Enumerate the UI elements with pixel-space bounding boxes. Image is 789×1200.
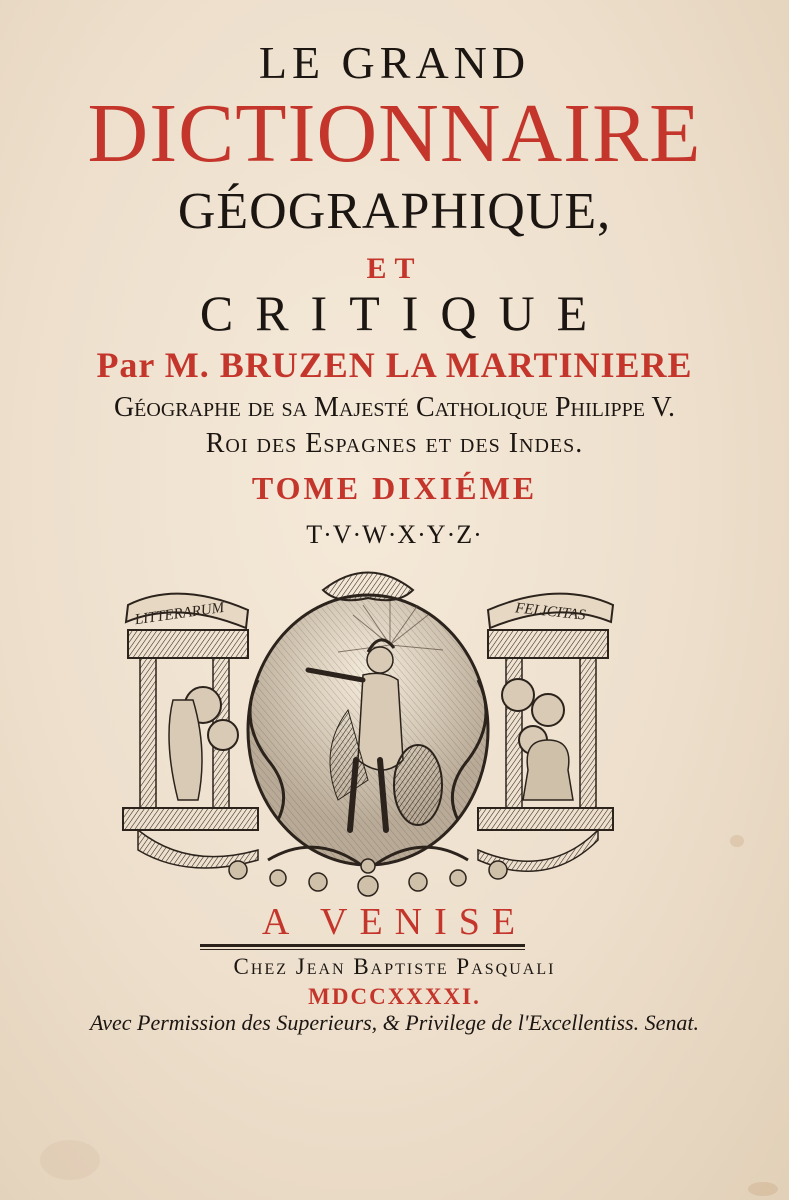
foxing-spot bbox=[730, 835, 744, 847]
foxing-spot bbox=[748, 1182, 778, 1196]
title-line-geographique: GÉOGRAPHIQUE, bbox=[177, 183, 612, 240]
statue bbox=[169, 700, 202, 800]
title-line-dictionnaire: DICTIONNAIRE bbox=[87, 87, 702, 180]
bust bbox=[523, 740, 573, 800]
banner-right-text: FELICITAS bbox=[514, 600, 587, 624]
engraved-vignette bbox=[118, 560, 618, 900]
banner-left-text: LITTERARUM bbox=[133, 599, 226, 629]
year-line: MDCCXXXXI. bbox=[308, 984, 481, 1009]
foxing-spot bbox=[40, 1140, 100, 1180]
publisher-line: Chez Jean Baptiste Pasquali bbox=[233, 954, 556, 979]
title-line-le-grand: LE GRAND bbox=[258, 37, 531, 88]
author-line: Par M. BRUZEN LA MARTINIERE bbox=[96, 345, 693, 385]
author-role-line-1: Géographe de sa Majesté Catholique Philippe V. bbox=[113, 392, 676, 423]
privilege-line: Avec Permission des Superieurs, & Privilege de l'Excellentiss. Senat. bbox=[90, 1010, 699, 1035]
double-rule-thin bbox=[200, 949, 525, 950]
flower-garland bbox=[229, 859, 507, 896]
double-rule bbox=[200, 944, 525, 947]
right-architecture bbox=[478, 630, 613, 871]
top-cartouche bbox=[323, 573, 413, 601]
medallion bbox=[208, 720, 238, 750]
letters-range: T·V·W·X·Y·Z· bbox=[306, 520, 483, 549]
medallion bbox=[532, 694, 564, 726]
author-role-line-2: Roi des Espagnes et des Indes. bbox=[205, 428, 584, 459]
title-line-critique: CRITIQUE bbox=[199, 285, 610, 341]
medallion bbox=[502, 679, 534, 711]
shield bbox=[394, 745, 442, 825]
volume-line: TOME DIXIÉME bbox=[251, 470, 538, 506]
title-line-et: ET bbox=[366, 252, 423, 285]
left-architecture bbox=[123, 630, 258, 868]
imprint-place: A VENISE bbox=[261, 901, 528, 943]
